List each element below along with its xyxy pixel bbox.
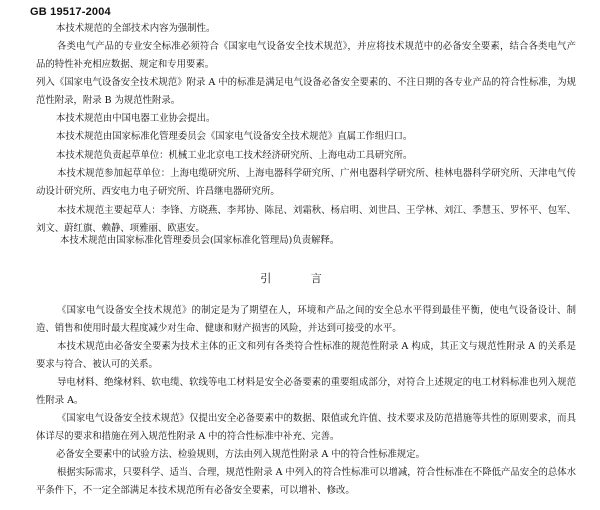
foreword-paragraph: 各类电气产品的专业安全标准必须符合《国家电气设备安全技术规范》，并应将技术规范中的必备安全要素，结合各类电气产品的特性补充相应数据、规定和专用要素。 — [36, 41, 576, 71]
standard-code: GB 19517-2004 — [30, 6, 111, 18]
intro-paragraph: 根据实际需求，只要科学、适当、合理，规范性附录 A 中列入的符合性标准可以增减，符合性标准在不降低产品安全的总体水平条件下，不一定全部满足本技术规范所有必备安全要素，可以增补、修改。 — [36, 467, 576, 497]
intro-paragraph: 《国家电气设备安全技术规范》仅提出安全必备要素中的数据、限值或允许值、技术要求及防范措施等共性的原则要求，而具体详尽的要求和措施在列入规范性附录 A 中的符合性标准中补充、完善。 — [36, 413, 576, 443]
foreword-paragraph: 本技术规范参加起草单位：上海电缆研究所、上海电器科学研究所、广州电器科学研究所、桂林电器科学研究所、天津电气传动设计研究所、西安电力电子研究所、许昌继电器研究所。 — [36, 168, 576, 198]
intro-paragraph: 必备安全要素中的试验方法、检验规则，方法由列入规范性附录 A 中的符合性标准规定。 — [56, 449, 425, 460]
intro-paragraph: 导电材料、绝缘材料、软电缆、软线等电工材料是安全必备要素的重要组成部分，对符合上述规定的电工材料标准也列入规范性附录 A。 — [36, 377, 576, 407]
foreword-paragraph: 本技术规范负责起草单位：机械工业北京电工技术经济研究所、上海电动工具研究所。 — [56, 150, 413, 161]
foreword-paragraph: 本技术规范主要起草人：李锋、方晓燕、李邦协、陈昆、刘霜秋、杨启明、刘世昌、王学林、刘江、季慧玉、罗怀平、包军、刘文、蔚红旗、赖静、项雅丽、欧惠安。 — [36, 205, 576, 235]
introduction-title: 引 言 — [260, 272, 340, 285]
foreword-paragraph: 本技术规范的全部技术内容为强制性。 — [56, 23, 216, 34]
foreword-paragraph: 本技术规范由国家标准化管理委员会《国家电气设备安全技术规范》直属工作组归口。 — [56, 131, 413, 142]
intro-paragraph: 本技术规范由必备安全要素为技术主体的正文和列有各类符合性标准的规范性附录 A 构成，其正文与规范性附录 A 的关系是要求与符合、被认可的关系。 — [36, 341, 576, 371]
foreword-paragraph: 本技术规范由中国电器工业协会提出。 — [56, 113, 216, 124]
intro-paragraph: 《国家电气设备安全技术规范》的制定是为了期望在人，环境和产品之间的安全总水平得到最佳平衡，使电气设备设计、制造、销售和使用时最大程度减少对生命、健康和财产损害的风险，并达到可接受的水平。 — [36, 305, 576, 335]
foreword-paragraph: 列入《国家电气设备安全技术规范》附录 A 中的标准是满足电气设备必备安全要素的、不注日期的各专业产品的符合性标准，为规范性附录，附录 B 为规范性附录。 — [36, 77, 576, 107]
foreword-paragraph: 本技术规范由国家标准化管理委员会(国家标准化管理局)负责解释。 — [60, 235, 340, 246]
